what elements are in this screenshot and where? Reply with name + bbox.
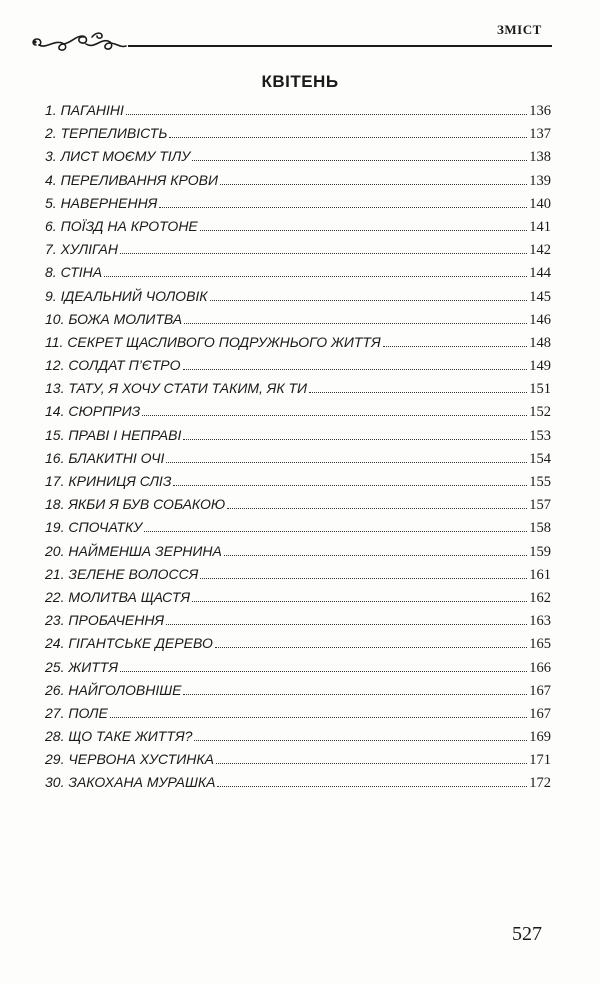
toc-entry-title: 25. ЖИТТЯ: [45, 658, 119, 675]
dot-leader: [216, 763, 527, 764]
toc-entry[interactable]: [45, 659, 551, 682]
dot-leader: [192, 601, 527, 602]
toc-entry-title: 5. НАВЕРНЕННЯ: [45, 194, 158, 211]
toc-entry-title: 4. ПЕРЕЛИВАННЯ КРОВИ: [45, 171, 219, 188]
table-of-contents: [45, 102, 551, 798]
dot-leader: [183, 369, 528, 370]
dot-leader: [173, 485, 527, 486]
toc-entry[interactable]: [45, 635, 551, 658]
dot-leader: [210, 300, 528, 301]
dot-leader: [166, 624, 527, 625]
toc-entry[interactable]: [45, 751, 551, 774]
toc-entry[interactable]: [45, 125, 551, 148]
toc-entry-page: 155: [529, 474, 551, 490]
dot-leader: [110, 717, 527, 718]
dot-leader: [126, 114, 527, 115]
toc-entry-title: 24. ГІГАНТСЬКЕ ДЕРЕВО: [45, 635, 213, 652]
dot-leader: [120, 253, 527, 254]
toc-entry-page: 171: [529, 752, 551, 769]
toc-entry[interactable]: [45, 403, 551, 426]
dot-leader: [159, 207, 527, 208]
toc-entry-page: 137: [529, 126, 551, 143]
toc-entry[interactable]: [45, 380, 551, 403]
toc-entry-title: 10. БОЖА МОЛИТВА: [45, 310, 183, 327]
dot-leader: [227, 508, 527, 509]
dot-leader: [183, 694, 527, 695]
flourish-ornament-icon: [30, 28, 130, 54]
toc-entry-page: 140: [529, 195, 551, 212]
toc-entry-title: 14. СЮРПРИЗ: [45, 403, 141, 420]
toc-entry-page: 154: [529, 450, 551, 467]
toc-entry-title: 3. ЛИСТ МОЄМУ ТІЛУ: [45, 148, 191, 165]
toc-entry-page: 157: [529, 497, 551, 514]
toc-entry-page: 139: [529, 172, 551, 189]
toc-entry-page: 142: [529, 242, 551, 259]
toc-entry[interactable]: [45, 357, 551, 380]
toc-entry-page: 158: [529, 520, 551, 537]
toc-entry-title: 27. ПОЛЕ: [45, 704, 108, 721]
dot-leader: [200, 578, 527, 579]
dot-leader: [309, 392, 527, 393]
dot-leader: [194, 740, 527, 741]
toc-entry-page: 141: [529, 218, 551, 235]
dot-leader: [142, 415, 527, 416]
toc-entry-title: 8. СТІНА: [45, 264, 103, 281]
toc-entry-title: 30. ЗАКОХАНА МУРАШКА: [45, 774, 216, 791]
toc-entry-page: 165: [529, 636, 551, 653]
dot-leader: [383, 346, 528, 347]
toc-entry-title: 29. ЧЕРВОНА ХУСТИНКА: [45, 751, 214, 768]
toc-entry-page: 166: [529, 659, 551, 676]
dot-leader: [224, 555, 527, 556]
toc-entry-title: 23. ПРОБАЧЕННЯ: [45, 612, 164, 629]
toc-entry-page: 148: [529, 334, 551, 351]
toc-entry[interactable]: [45, 264, 551, 287]
toc-entry-page: 162: [529, 589, 551, 606]
toc-entry[interactable]: [45, 566, 551, 589]
toc-entry-page: 138: [529, 149, 551, 166]
toc-entry[interactable]: [45, 148, 551, 171]
toc-entry-page: 169: [529, 729, 551, 746]
toc-entry-page: 149: [529, 358, 551, 375]
toc-entry-page: 144: [529, 265, 551, 282]
dot-leader: [169, 137, 527, 138]
toc-entry[interactable]: [45, 774, 551, 797]
header-rule: [128, 45, 552, 47]
dot-leader: [184, 323, 527, 324]
toc-entry[interactable]: [45, 172, 551, 195]
dot-leader: [200, 230, 527, 231]
toc-entry[interactable]: [45, 519, 551, 542]
toc-entry-title: 22. МОЛИТВА ЩАСТЯ: [45, 588, 191, 605]
toc-entry-title: 9. ІДЕАЛЬНИЙ ЧОЛОВІК: [45, 287, 208, 304]
toc-entry-page: 145: [529, 288, 551, 305]
toc-entry-page: 146: [529, 311, 551, 328]
toc-entry-page: 161: [529, 566, 551, 583]
page-number: 527: [512, 923, 542, 945]
toc-entry-page: 167: [529, 682, 551, 699]
dot-leader: [217, 786, 527, 787]
dot-leader: [192, 160, 527, 161]
toc-entry[interactable]: [45, 334, 551, 357]
toc-entry-page: 159: [529, 543, 551, 560]
toc-entry-title: 13. ТАТУ, Я ХОЧУ СТАТИ ТАКИМ, ЯК ТИ: [45, 380, 308, 397]
dot-leader: [120, 671, 527, 672]
dot-leader: [215, 647, 527, 648]
dot-leader: [104, 276, 527, 277]
toc-entry-title: 21. ЗЕЛЕНЕ ВОЛОССЯ: [45, 565, 199, 582]
toc-entry-title: 28. ЩО ТАКЕ ЖИТТЯ?: [45, 728, 193, 745]
toc-entry[interactable]: [45, 728, 551, 751]
toc-entry[interactable]: [45, 288, 551, 311]
toc-entry-title: 18. ЯКБИ Я БУВ СОБАКОЮ: [45, 496, 226, 513]
toc-entry[interactable]: [45, 543, 551, 566]
toc-entry-page: 153: [529, 427, 551, 444]
toc-entry[interactable]: [45, 682, 551, 705]
dot-leader: [183, 439, 527, 440]
toc-entry-title: 6. ПОЇЗД НА КРОТОНЕ: [45, 217, 198, 234]
dot-leader: [166, 462, 527, 463]
toc-entry-title: 2. ТЕРПЕЛИВІСТЬ: [45, 125, 168, 142]
toc-entry-title: 11. СЕКРЕТ ЩАСЛИВОГО ПОДРУЖНЬОГО ЖИТТЯ: [45, 333, 381, 350]
toc-entry[interactable]: [45, 241, 551, 264]
toc-entry-title: 1. ПАГАНІНІ: [45, 102, 124, 118]
toc-entry-title: 12. СОЛДАТ П’ЄТРО: [45, 357, 181, 374]
toc-entry-title: 20. НАЙМЕНША ЗЕРНИНА: [45, 542, 222, 559]
toc-entry[interactable]: [45, 218, 551, 241]
toc-entry-page: 172: [529, 775, 551, 792]
toc-entry-title: 17. КРИНИЦЯ СЛІЗ: [45, 473, 172, 489]
toc-entry-title: 7. ХУЛІГАН: [45, 241, 119, 258]
toc-entry[interactable]: [45, 589, 551, 612]
toc-entry[interactable]: [45, 473, 551, 496]
toc-entry-page: 167: [529, 705, 551, 722]
toc-entry[interactable]: [45, 427, 551, 450]
toc-entry-title: 19. СПОЧАТКУ: [45, 519, 143, 536]
toc-entry-title: 26. НАЙГОЛОВНІШЕ: [45, 681, 182, 698]
toc-entry[interactable]: [45, 195, 551, 218]
toc-entry[interactable]: [45, 705, 551, 728]
running-header: ЗМІСТ: [497, 22, 542, 37]
toc-entry[interactable]: [45, 450, 551, 473]
toc-entry-page: 136: [529, 103, 551, 119]
section-title: КВІТЕНЬ: [261, 72, 339, 91]
toc-entry-page: 163: [529, 613, 551, 630]
toc-entry-page: 151: [529, 381, 551, 398]
dot-leader: [220, 184, 527, 185]
toc-entry[interactable]: [45, 311, 551, 334]
toc-entry-title: 15. ПРАВІ І НЕПРАВІ: [45, 426, 182, 443]
toc-entry[interactable]: [45, 612, 551, 635]
toc-entry[interactable]: [45, 102, 551, 125]
toc-entry-page: 152: [529, 404, 551, 421]
dot-leader: [144, 531, 527, 532]
toc-entry-title: 16. БЛАКИТНІ ОЧІ: [45, 449, 165, 466]
toc-entry[interactable]: [45, 496, 551, 519]
